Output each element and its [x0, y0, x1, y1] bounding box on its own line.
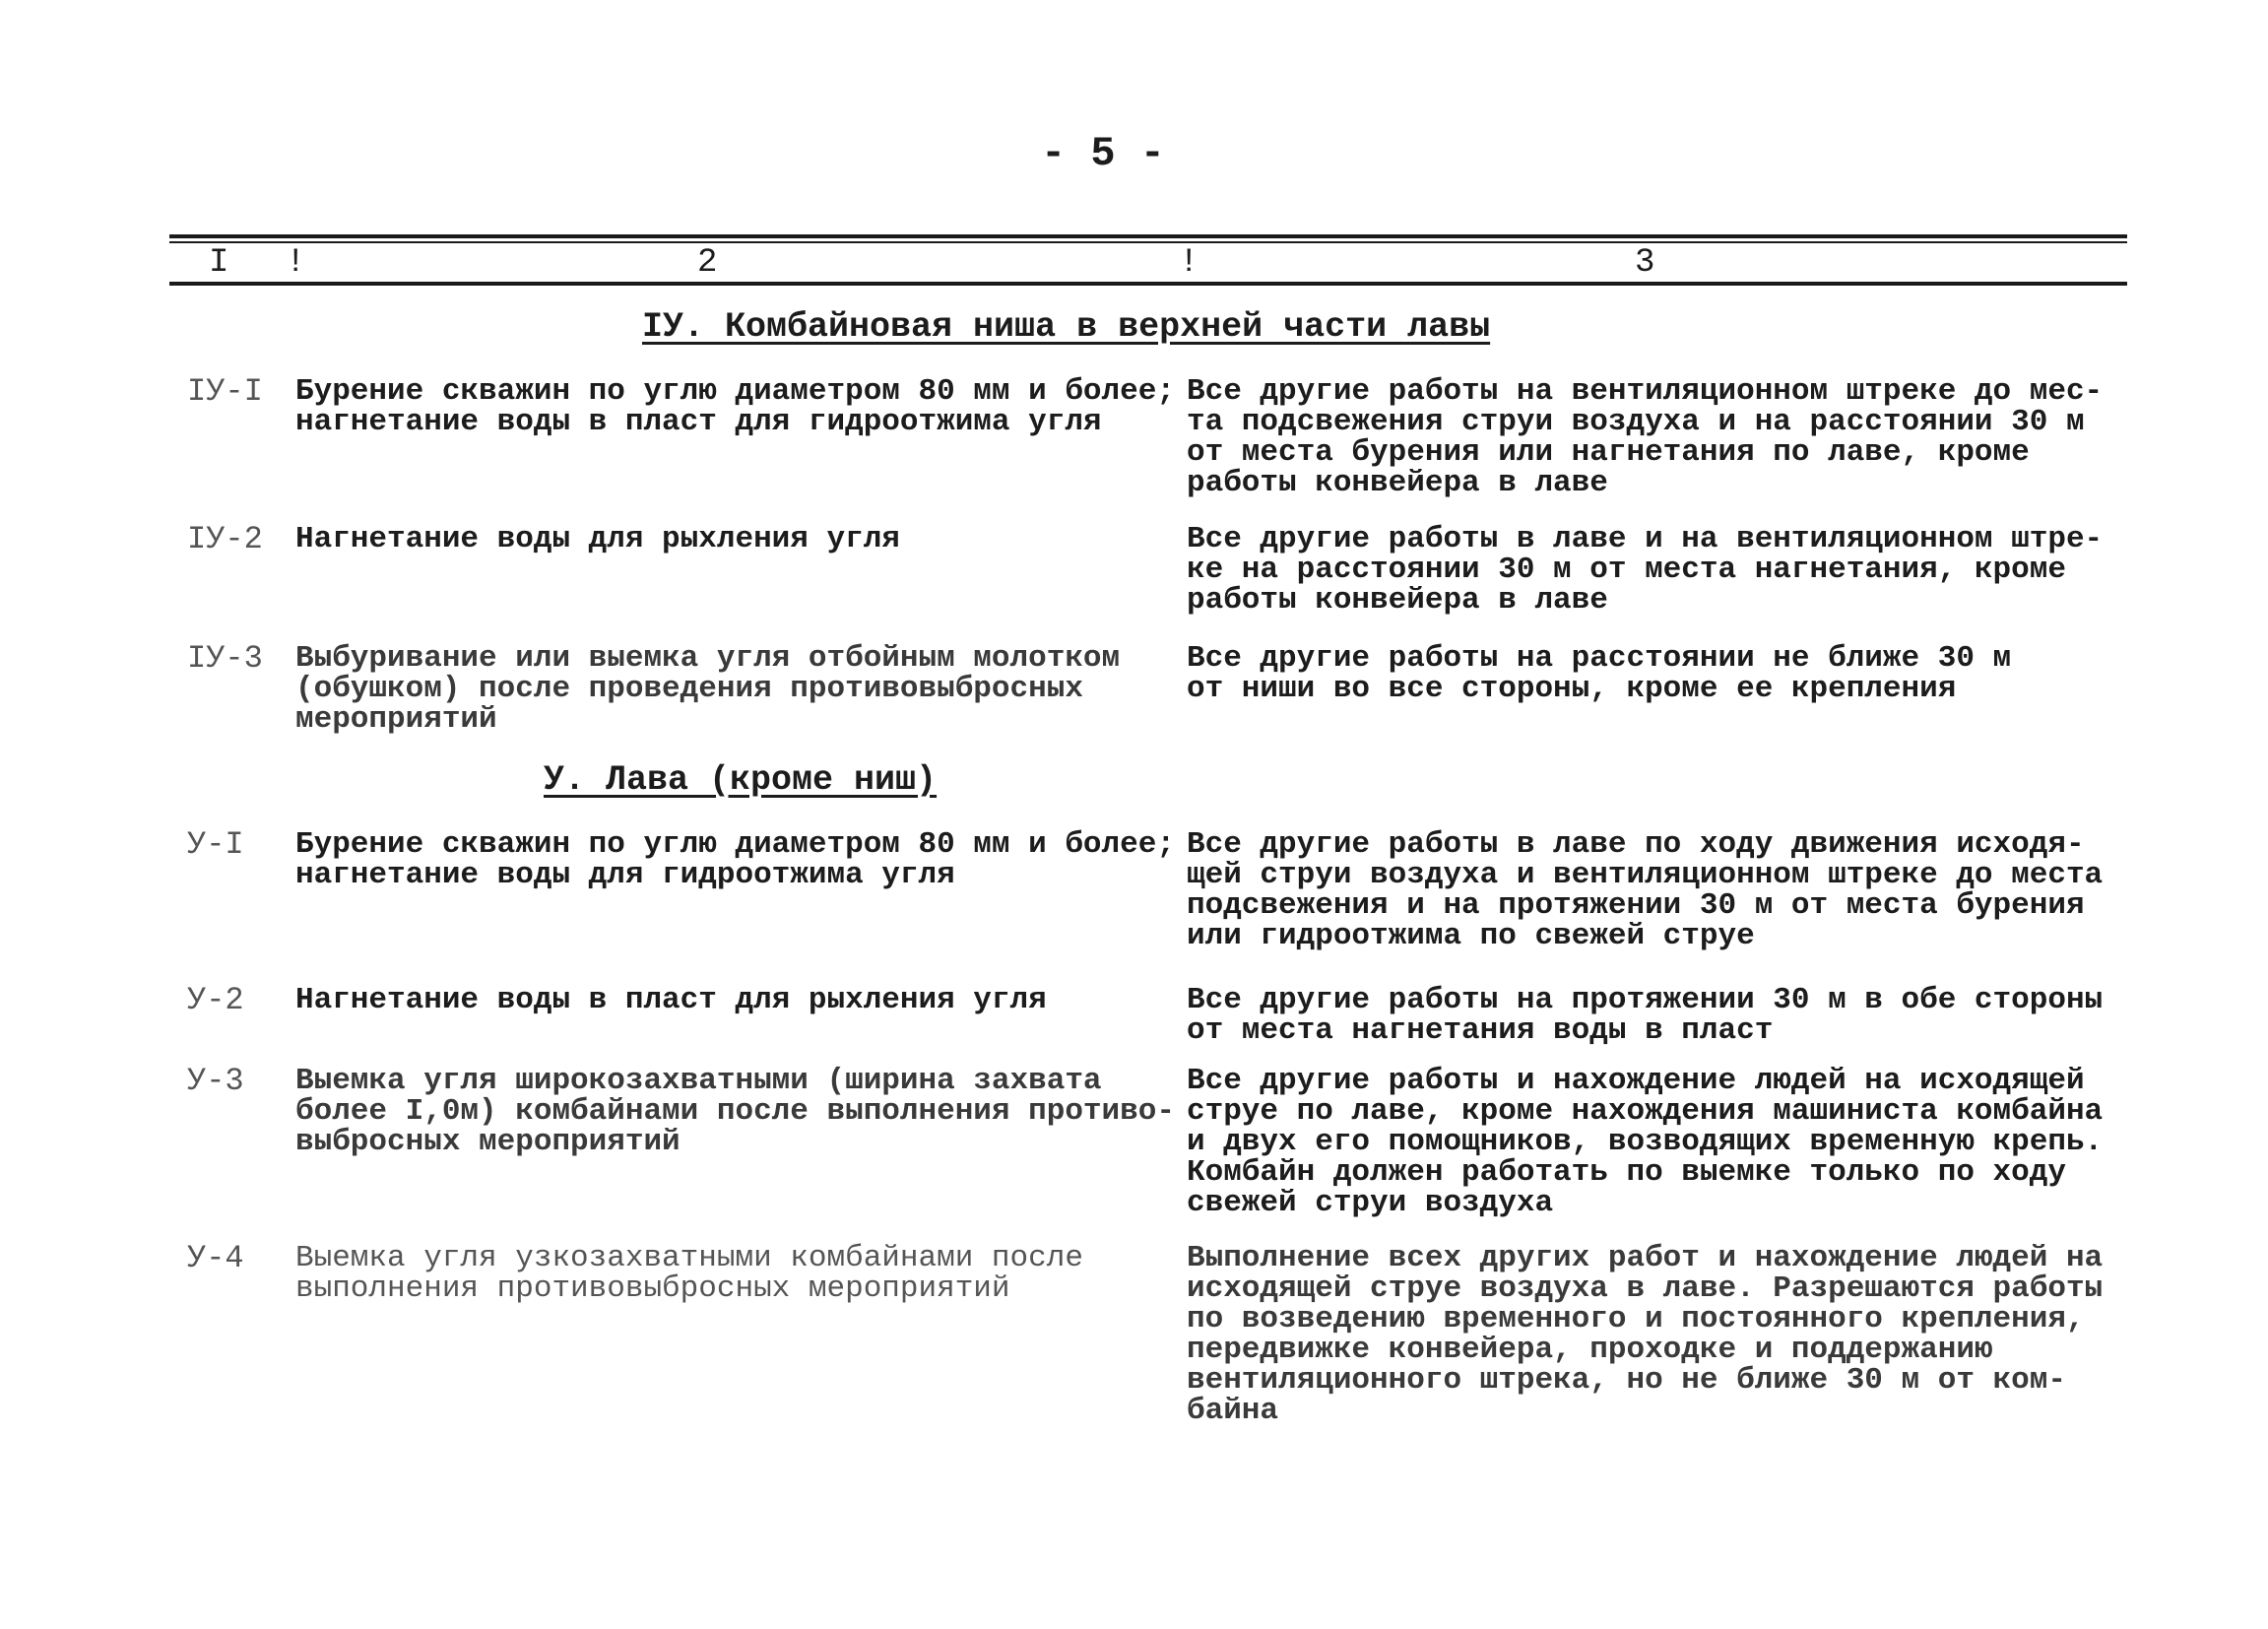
row-code: IУ-2 [187, 521, 263, 557]
row-restriction: Все другие работы на протяжении 30 м в обе стороны от места нагнетания воды в пласт [1187, 983, 2104, 1048]
row-code: IУ-3 [187, 640, 263, 677]
row-work: Выемка угля широкозахватными (ширина захвата более I,0м) комбайнами после выполнения противо- выбросных мероприятий [295, 1064, 1175, 1159]
row-code: У-3 [187, 1063, 244, 1099]
row-work: Нагнетание воды в пласт для рыхления угля [295, 983, 1047, 1017]
header-separator: ! [286, 244, 306, 282]
header-col-2: 2 [697, 244, 718, 282]
row-code: У-2 [187, 982, 244, 1018]
table-header [0, 244, 2268, 282]
row-code: IУ-I [187, 373, 263, 410]
row-code: У-4 [187, 1240, 244, 1276]
row-restriction: Выполнение всех других работ и нахождение людей на исходящей струе воздуха в лаве. Разрешаются работы по возведению временного и постоянного крепления, передвижке конвейера, проходке и поддержанию вентиляционного штрека, но не ближе 30 м от ком- байна [1187, 1241, 2104, 1428]
row-work: Бурение скважин по углю диаметром 80 мм и более; нагнетание воды в пласт для гидроотжима угля [295, 374, 1175, 439]
row-restriction: Все другие работы на расстоянии не ближе 30 м от ниши во все стороны, кроме ее крепления [1187, 641, 2012, 706]
row-work: Выемка угля узкозахватными комбайнами после выполнения противовыбросных мероприятий [295, 1241, 1083, 1306]
row-restriction: Все другие работы в лаве и на вентиляционном штре- ке на расстоянии 30 м от места нагнетания, кроме работы конвейера в лаве [1187, 522, 2104, 618]
table-top-rule [169, 234, 2127, 238]
row-restriction: Все другие работы и нахождение людей на исходящей струе по лаве, кроме нахождения машиниста комбайна и двух его помощников, возводящих временную крепь. Комбайн должен работать по выемке только по ходу свежей струи воздуха [1187, 1064, 2104, 1220]
header-separator: ! [1179, 244, 1199, 282]
row-work: Нагнетание воды для рыхления угля [295, 522, 900, 556]
section-title: У. Лава (кроме ниш) [544, 760, 938, 800]
row-work: Выбуривание или выемка угля отбойным молотком (обушком) после проведения противовыбросных мероприятий [295, 641, 1121, 737]
row-code: У-I [187, 826, 244, 863]
row-restriction: Все другие работы в лаве по ходу движения исходя- щей струи воздуха и вентиляционном штреке до места подсвежения и на протяжении 30 м от места бурения или гидроотжима по свежей струе [1187, 827, 2104, 953]
row-restriction: Все другие работы на вентиляционном штреке до мес- та подсвежения струи воздуха и на расстоянии 30 м от места бурения или нагнетания по лаве, кроме работы конвейера в лаве [1187, 374, 2104, 500]
row-work: Бурение скважин по углю диаметром 80 мм и более; нагнетание воды для гидроотжима угля [295, 827, 1175, 892]
page-number: - 5 - [1040, 130, 1166, 177]
section-title: IУ. Комбайновая ниша в верхней части лавы [642, 307, 1491, 347]
header-col-3: 3 [1635, 244, 1655, 282]
table-header-rule [169, 282, 2127, 286]
header-col-1: I [209, 244, 229, 282]
table-top-rule-thin [169, 241, 2127, 243]
